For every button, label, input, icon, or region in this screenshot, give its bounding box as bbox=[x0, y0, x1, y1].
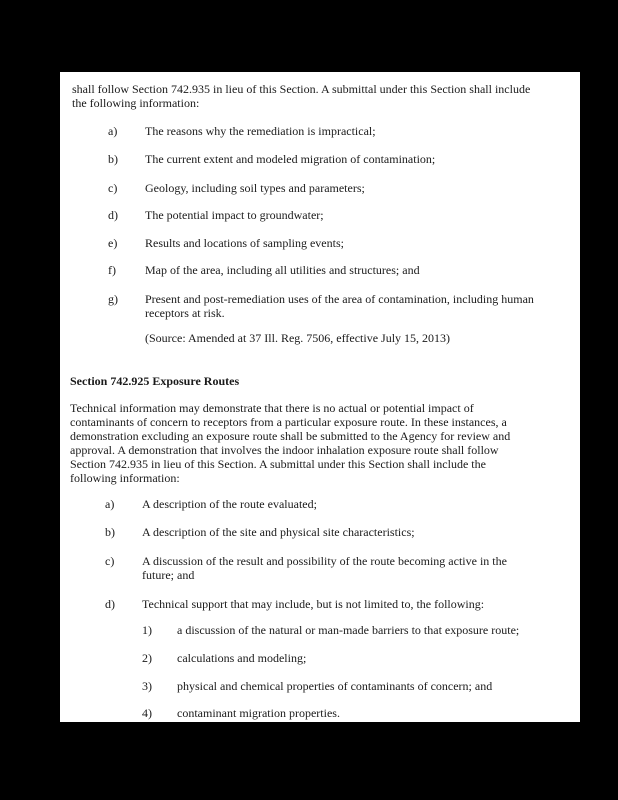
list-item-text: A description of the route evaluated; bbox=[142, 497, 317, 511]
list-item-text: The potential impact to groundwater; bbox=[145, 208, 324, 222]
list-item-text: Technical support that may include, but is not limited to, the following: bbox=[142, 597, 485, 611]
list-item bbox=[105, 554, 545, 582]
sub-list-item bbox=[142, 679, 552, 693]
list-item-label: a) bbox=[108, 124, 118, 138]
list-item bbox=[108, 236, 548, 250]
list-item-text: Results and locations of sampling events; bbox=[145, 236, 344, 250]
list-item bbox=[105, 597, 545, 611]
intro-paragraph: shall follow Section 742.935 in lieu of this Section. A submittal under this Section shall include the following information: bbox=[72, 82, 531, 110]
sub-list-item-label: 1) bbox=[142, 623, 152, 637]
list-item-text: Geology, including soil types and parameters; bbox=[145, 181, 365, 195]
list-item-label: d) bbox=[105, 597, 115, 611]
list-item bbox=[108, 292, 548, 320]
sub-list-item-text: contaminant migration properties. bbox=[177, 706, 340, 720]
list-item bbox=[108, 152, 548, 166]
sub-list-item-label: 4) bbox=[142, 706, 152, 720]
list-item-label: c) bbox=[108, 181, 118, 195]
source-note: (Source: Amended at 37 Ill. Reg. 7506, effective July 15, 2013) bbox=[145, 331, 451, 345]
sub-list-item bbox=[142, 651, 552, 665]
list-item-text: Present and post-remediation uses of the area of contamination, including human receptors at risk. bbox=[145, 292, 534, 320]
sub-list-item bbox=[142, 623, 552, 637]
sub-list-item-text: calculations and modeling; bbox=[177, 651, 307, 665]
list-item-label: a) bbox=[105, 497, 115, 511]
list-item bbox=[108, 208, 548, 222]
list-item-label: e) bbox=[108, 236, 118, 250]
section-heading: Section 742.925 Exposure Routes bbox=[70, 374, 240, 388]
sub-list-item-label: 3) bbox=[142, 679, 152, 693]
list-item bbox=[108, 263, 548, 277]
list-item-text: The current extent and modeled migration of contamination; bbox=[145, 152, 436, 166]
list-item-text: Map of the area, including all utilities and structures; and bbox=[145, 263, 420, 277]
list-item-label: c) bbox=[105, 554, 115, 568]
list-item-label: g) bbox=[108, 292, 118, 306]
list-item-label: f) bbox=[108, 263, 116, 277]
sub-list-item-text: a discussion of the natural or man-made barriers to that exposure route; bbox=[177, 623, 520, 637]
sub-list-item-label: 2) bbox=[142, 651, 152, 665]
list-item bbox=[105, 497, 545, 511]
list-item bbox=[108, 181, 548, 195]
list-item-text: The reasons why the remediation is impractical; bbox=[145, 124, 376, 138]
sub-list-item bbox=[142, 706, 552, 720]
list-item-text: A discussion of the result and possibility of the route becoming active in the future; and bbox=[142, 554, 507, 582]
document-page bbox=[60, 72, 580, 722]
sub-list-item-text: physical and chemical properties of contaminants of concern; and bbox=[177, 679, 493, 693]
list-item-label: b) bbox=[105, 525, 115, 539]
list-item bbox=[105, 525, 545, 539]
list-item bbox=[108, 124, 548, 138]
list-item-label: b) bbox=[108, 152, 118, 166]
list-item-text: A description of the site and physical site characteristics; bbox=[142, 525, 415, 539]
list-item-label: d) bbox=[108, 208, 118, 222]
section-body: Technical information may demonstrate that there is no actual or potential impact of contaminants of concern to receptors from a particular exposure route. In these instances, a demonstration excluding an exposure route shall be submitted to the Agency for review and approval. A demonstration that involves the indoor inhalation exposure route shall follow Section 742.935 in lieu of this Section. A submittal under this Section shall include the following information: bbox=[70, 401, 511, 485]
